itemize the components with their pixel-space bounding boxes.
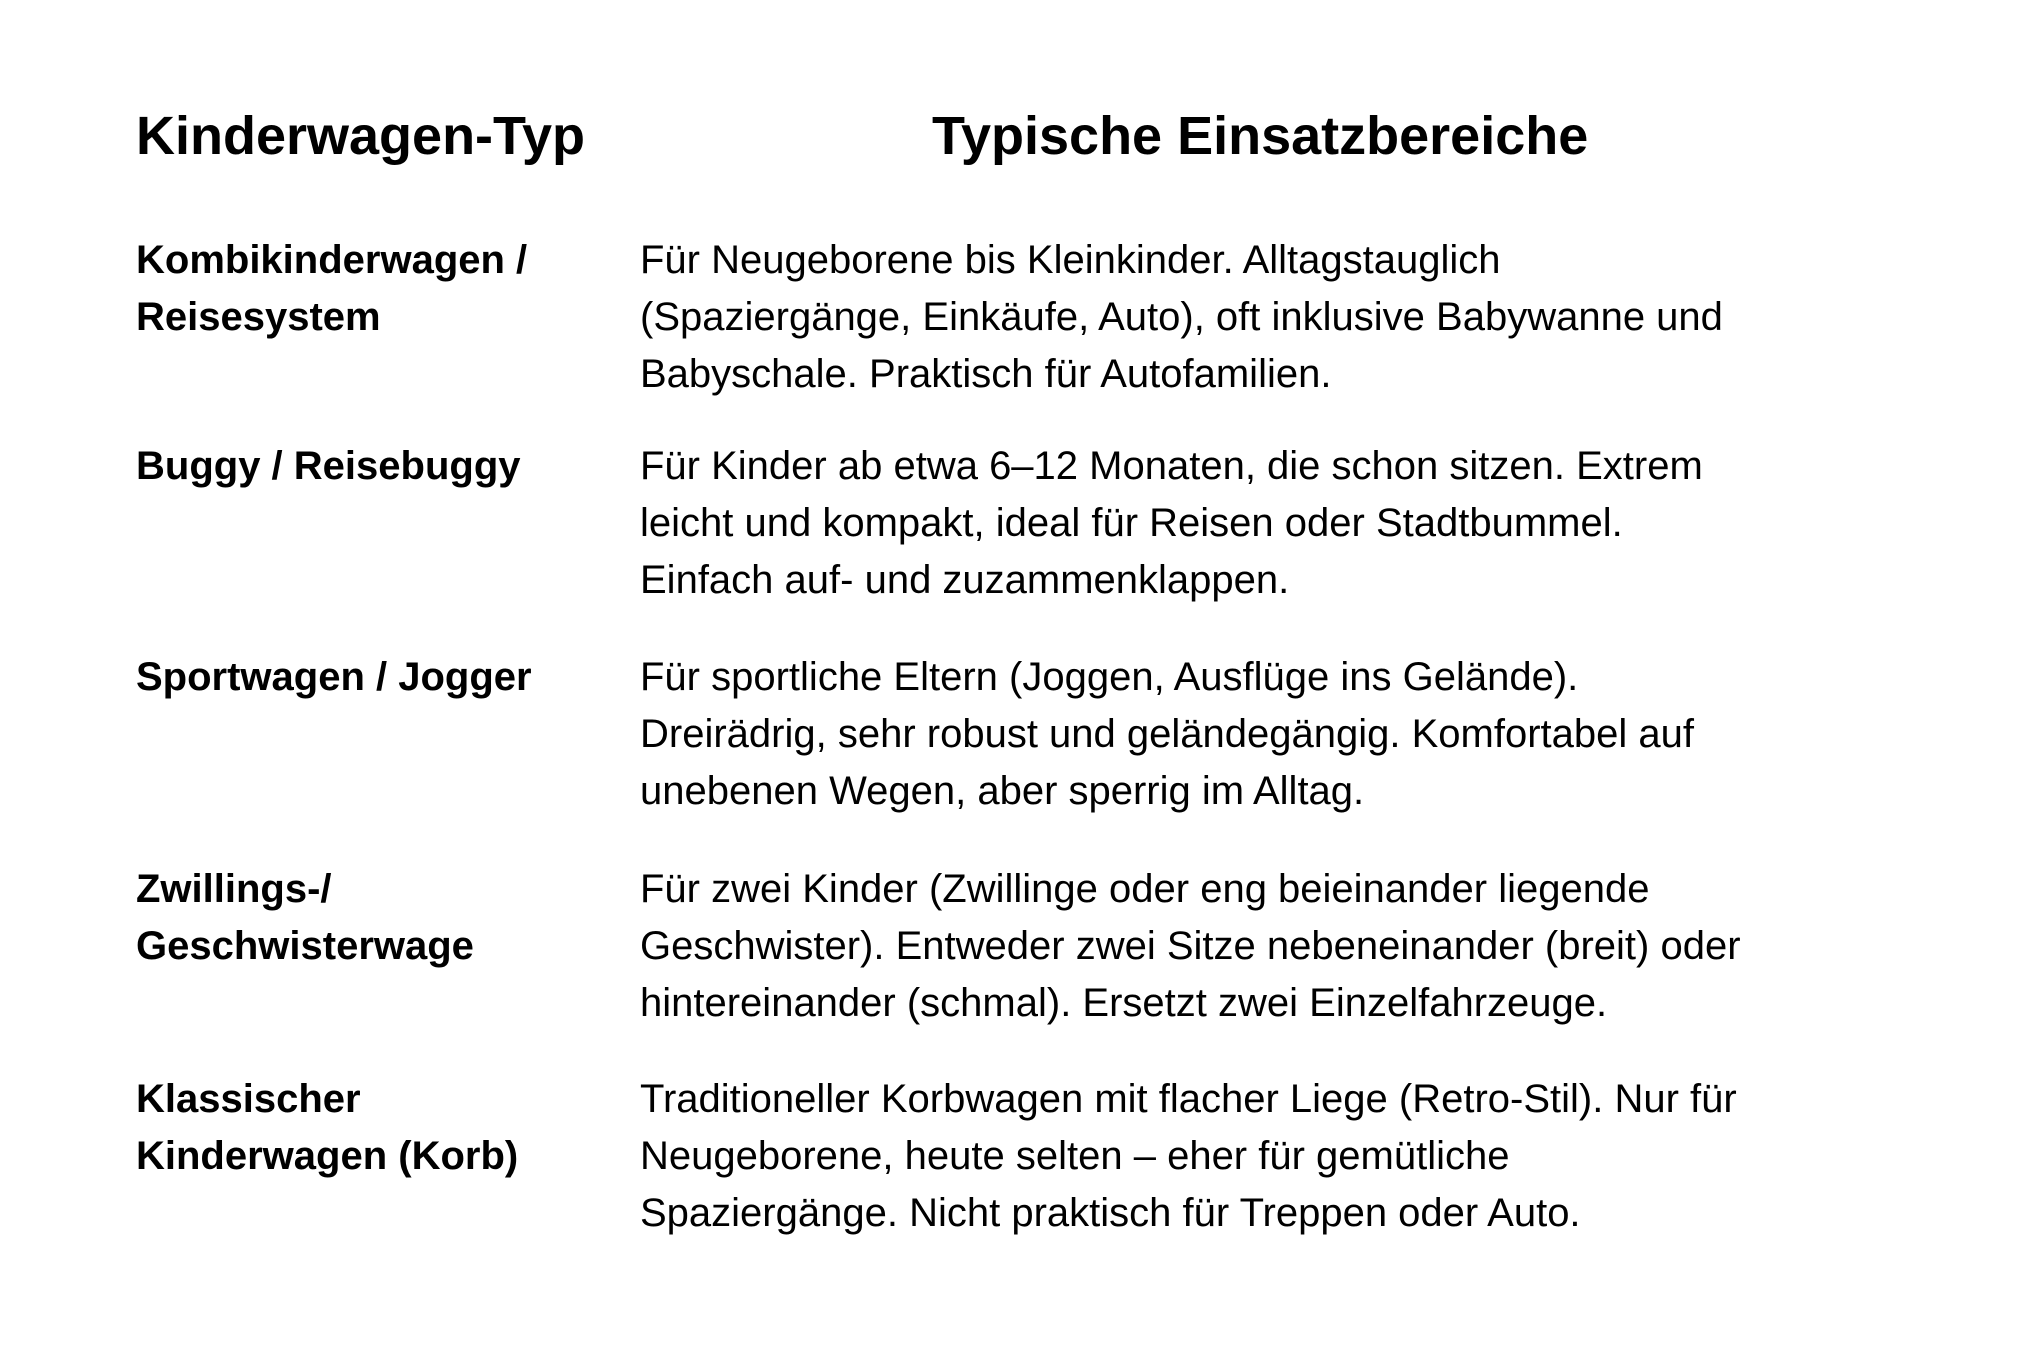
stroller-type-cell: Buggy / Reisebuggy [136, 444, 521, 488]
usage-description-cell: Traditioneller Korbwagen mit flacher Liege (Retro-Stil). Nur für Neugeborene, heute selten – eher für gemütliche Spaziergänge. Nicht praktisch für Treppen oder Auto. [640, 1077, 1737, 1235]
usage-description-cell: Für zwei Kinder (Zwillinge oder eng beieinander liegende Geschwister). Entweder zwei Sitze nebeneinander (breit) oder hintereinander (schmal). Ersetzt zwei Einzelfahrzeuge. [640, 867, 1741, 1025]
stroller-type-cell: Klassischer Kinderwagen (Korb) [136, 1077, 519, 1178]
table-row [136, 1071, 1896, 1251]
stroller-type-cell: Sportwagen / Jogger [136, 655, 532, 699]
usage-description-cell: Für Kinder ab etwa 6–12 Monaten, die schon sitzen. Extrem leicht und kompakt, ideal für Reisen oder Stadtbummel. Einfach auf- und zuzammenklappen. [640, 444, 1703, 602]
usage-description-cell: Für Neugeborene bis Kleinkinder. Alltagstauglich (Spaziergänge, Einkäufe, Auto), oft inklusive Babywanne und Babyschale. Praktisch für Autofamilien. [640, 238, 1723, 396]
column-header-type: Kinderwagen-Typ [136, 106, 586, 166]
table-row [136, 232, 1896, 438]
table-row [136, 438, 1896, 649]
stroller-type-cell: Kombikinderwagen / Reisesystem [136, 238, 528, 339]
table-body [136, 232, 1896, 1251]
table-row [136, 649, 1896, 861]
column-header-uses: Typische Einsatzbereiche [932, 106, 1589, 166]
table-header [136, 100, 1896, 180]
usage-description-cell: Für sportliche Eltern (Joggen, Ausflüge ins Gelände). Dreirädrig, sehr robust und geländegängig. Komfortabel auf unebenen Wegen, aber sperrig im Alltag. [640, 655, 1694, 813]
table-row [136, 861, 1896, 1071]
stroller-type-cell: Zwillings-/ Geschwisterwage [136, 867, 474, 968]
